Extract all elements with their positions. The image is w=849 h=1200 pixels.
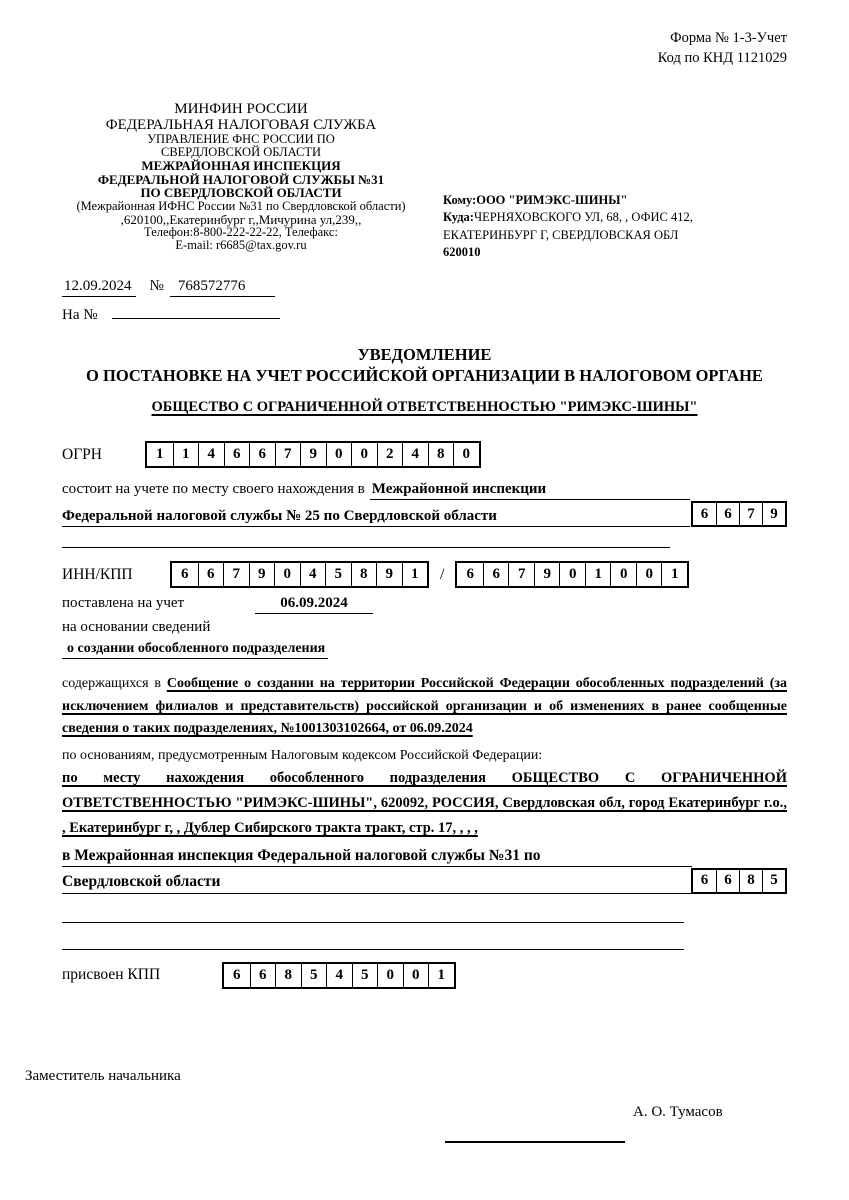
- digit-cell: 8: [739, 870, 762, 892]
- recipient-where-label: Куда:: [443, 210, 474, 225]
- contained-paragraph: [62, 673, 787, 741]
- digit-cell: 6: [181, 566, 189, 582]
- sender-phone: Телефон:8-800-222-22-22, Телефакс:: [144, 225, 338, 240]
- digit-cell: 0: [453, 443, 479, 466]
- contained-prefix: содержащихся в: [62, 676, 167, 691]
- organization-name: ОБЩЕСТВО С ОГРАНИЧЕННОЙ ОТВЕТСТВЕННОСТЬЮ "РИМЭКС-ШИНЫ": [151, 399, 698, 415]
- registered-prefix: состоит на учете по месту своего нахождения в: [62, 481, 365, 497]
- assigned-kpp-digit-group: [222, 962, 456, 989]
- new-authority-line2-row: [62, 868, 787, 894]
- authority-name-line1: Межрайонной инспекции: [370, 481, 690, 500]
- digit-cell: 7: [739, 503, 762, 525]
- form-number-label: Форма № 1-3-Учет: [670, 30, 787, 46]
- inn-kpp-separator: /: [440, 565, 445, 583]
- digit-cell: 0: [351, 443, 377, 466]
- digit-cell: 6: [250, 964, 276, 987]
- document-date: 12.09.2024: [62, 278, 136, 297]
- registration-date-label: поставлена на учет: [62, 595, 185, 611]
- digit-cell: 4: [402, 443, 428, 466]
- document-subtitle: О ПОСТАНОВКЕ НА УЧЕТ РОССИЙСКОЙ ОРГАНИЗАЦИИ В НАЛОГОВОМ ОРГАНЕ: [86, 366, 763, 385]
- digit-cell: 7: [275, 443, 301, 466]
- digit-cell: 9: [762, 503, 785, 525]
- message-details: Сообщение о создании на территории Российской Федерации обособленных подразделений (за исключением филиалов и представительств) российской организации и об изменениях в ранее сообщенные сведения о таких подразделениях, №1001303102664, от 06.09.2024: [62, 676, 787, 737]
- digit-cell: 4: [326, 964, 352, 987]
- knd-code-label: Код по КНД 1121029: [657, 50, 787, 66]
- sender-department-line1: УПРАВЛЕНИЕ ФНС РОССИИ ПО: [147, 132, 335, 147]
- sender-block: [55, 102, 427, 252]
- digit-cell: 6: [198, 563, 224, 586]
- digit-cell: 1: [661, 563, 687, 586]
- sender-department-line2: СВЕРДЛОВСКОЙ ОБЛАСТИ: [160, 145, 321, 160]
- basis-value: о создании обособленного подразделения: [62, 641, 328, 659]
- digit-cell: 6: [224, 443, 250, 466]
- digit-cell: 6: [716, 503, 739, 525]
- registered-at-line2: [62, 501, 787, 527]
- ogrn-row: [62, 441, 787, 468]
- sender-address: ,620100,,Екатеринбург г,,Мичурина ул,239,,: [120, 211, 362, 227]
- inn-kpp-row: [62, 561, 787, 588]
- registered-at-line1: [62, 481, 690, 500]
- number-sign: №: [149, 278, 164, 294]
- new-authority-line1: в Межрайонная инспекция Федеральной налоговой службы №31 по: [62, 847, 692, 867]
- digit-cell: 5: [352, 964, 378, 987]
- sender-email: E-mail: r6685@tax.gov.ru: [175, 238, 307, 253]
- digit-cell: 9: [534, 563, 560, 586]
- ogrn-digit-group: [145, 441, 481, 468]
- form-info-block: [658, 28, 787, 68]
- recipient-to-line: [443, 192, 788, 209]
- digit-cell: 8: [351, 563, 377, 586]
- digit-cell: 0: [274, 563, 300, 586]
- digit-cell: 1: [585, 563, 611, 586]
- sender-inspection-short-name: (Межрайонная ИФНС России №31 по Свердловской области): [76, 198, 406, 213]
- digit-cell: 1: [156, 446, 164, 462]
- digit-cell: 2: [377, 443, 403, 466]
- digit-cell: 6: [466, 566, 474, 582]
- inn-digit-group: [170, 561, 429, 588]
- digit-cell: 5: [762, 870, 785, 892]
- sender-ministry: МИНФИН РОССИИ: [174, 101, 308, 117]
- reply-number-blank-line: [112, 302, 280, 319]
- registration-date-row: [62, 595, 787, 614]
- digit-cell: 9: [376, 563, 402, 586]
- registration-date-value: 06.09.2024: [255, 595, 373, 614]
- signer-name: А. О. Тумасов: [633, 1104, 723, 1120]
- digit-cell: 5: [301, 964, 327, 987]
- recipient-postal-code: 620010: [443, 244, 481, 259]
- reply-reference-row: [62, 302, 787, 324]
- basis-value-line: [62, 640, 787, 659]
- digit-cell: 6: [716, 870, 739, 892]
- signature-line: [445, 1141, 625, 1143]
- digit-cell: 0: [559, 563, 585, 586]
- reference-row: [62, 278, 787, 297]
- digit-cell: 6: [700, 872, 709, 889]
- digit-cell: 0: [377, 964, 403, 987]
- blank-fill-line: [62, 527, 670, 548]
- digit-cell: 1: [428, 964, 454, 987]
- inn-kpp-label: ИНН/КПП: [62, 565, 133, 583]
- digit-cell: 0: [326, 443, 352, 466]
- grounds-value: по месту нахождения обособленного подразделения ОБЩЕСТВО С ОГРАНИЧЕННОЙ ОТВЕТСТВЕННОСТЬЮ "РИМЭКС-ШИНЫ", 620092, РОССИЯ, Свердловская обл, город Екатеринбург г.о., , Екатеринбург г, , Дублер Сибирского тракта тракт, стр. 17, , , ,: [62, 770, 787, 836]
- digit-cell: 4: [198, 443, 224, 466]
- digit-cell: 7: [223, 563, 249, 586]
- document-body: [62, 278, 787, 989]
- digit-cell: 7: [508, 563, 534, 586]
- digit-cell: 5: [325, 563, 351, 586]
- sender-inspection-line3: ПО СВЕРДЛОВСКОЙ ОБЛАСТИ: [140, 185, 342, 201]
- assigned-kpp-label: присвоен КПП: [62, 966, 161, 984]
- reply-number-label: На №: [62, 307, 98, 323]
- digit-cell: 4: [300, 563, 326, 586]
- recipient-to-label: Кому:: [443, 193, 477, 207]
- grounds-label: по основаниям, предусмотренным Налоговым кодексом Российской Федерации:: [62, 748, 543, 764]
- ogrn-label: ОГРН: [62, 445, 102, 463]
- grounds-paragraph: [62, 766, 787, 841]
- digit-cell: 1: [173, 443, 199, 466]
- digit-cell: 0: [610, 563, 636, 586]
- digit-cell: 0: [636, 563, 662, 586]
- digit-cell: 6: [249, 443, 275, 466]
- title-block: [62, 344, 787, 386]
- document-title: УВЕДОМЛЕНИЕ: [357, 345, 492, 364]
- organization-name-line: [62, 399, 787, 416]
- digit-cell: 6: [483, 563, 509, 586]
- sender-service: ФЕДЕРАЛЬНАЯ НАЛОГОВАЯ СЛУЖБА: [105, 116, 377, 133]
- document-number: 768572776: [170, 278, 276, 297]
- authority-code-digit-group: [691, 501, 787, 527]
- authority-name-line2: Федеральной налоговой службы № 25 по Свердловской области: [62, 508, 690, 527]
- basis-label: на основании сведений: [62, 619, 211, 635]
- signer-position: Заместитель начальника: [25, 1068, 181, 1084]
- digit-cell: 8: [275, 964, 301, 987]
- kpp-digit-group: [455, 561, 689, 588]
- sender-inspection-line2: ФЕДЕРАЛЬНОЙ НАЛОГОВОЙ СЛУЖБЫ №31: [97, 171, 385, 187]
- digit-cell: 9: [300, 443, 326, 466]
- recipient-where-line: [443, 209, 788, 226]
- recipient-organization: ООО "РИМЭКС-ШИНЫ": [476, 193, 628, 207]
- recipient-address-line1: ЧЕРНЯХОВСКОГО УЛ, 68, , ОФИС 412,: [473, 210, 693, 225]
- blank-fill-line: [62, 900, 684, 923]
- digit-cell: 8: [428, 443, 454, 466]
- assigned-kpp-row: [62, 962, 787, 989]
- new-authority-code-digit-group: [691, 868, 787, 894]
- sender-inspection-line1: МЕЖРАЙОННАЯ ИНСПЕКЦИЯ: [141, 158, 341, 174]
- blank-fill-line: [62, 925, 684, 950]
- digit-cell: 1: [402, 563, 428, 586]
- digit-cell: 6: [700, 505, 709, 522]
- recipient-address-line2: ЕКАТЕРИНБУРГ Г, СВЕРДЛОВСКАЯ ОБЛ: [443, 227, 679, 242]
- new-authority-line2: Свердловской области: [62, 873, 691, 894]
- digit-cell: 9: [249, 563, 275, 586]
- digit-cell: 0: [403, 964, 429, 987]
- recipient-block: [443, 192, 788, 261]
- digit-cell: 6: [233, 966, 241, 983]
